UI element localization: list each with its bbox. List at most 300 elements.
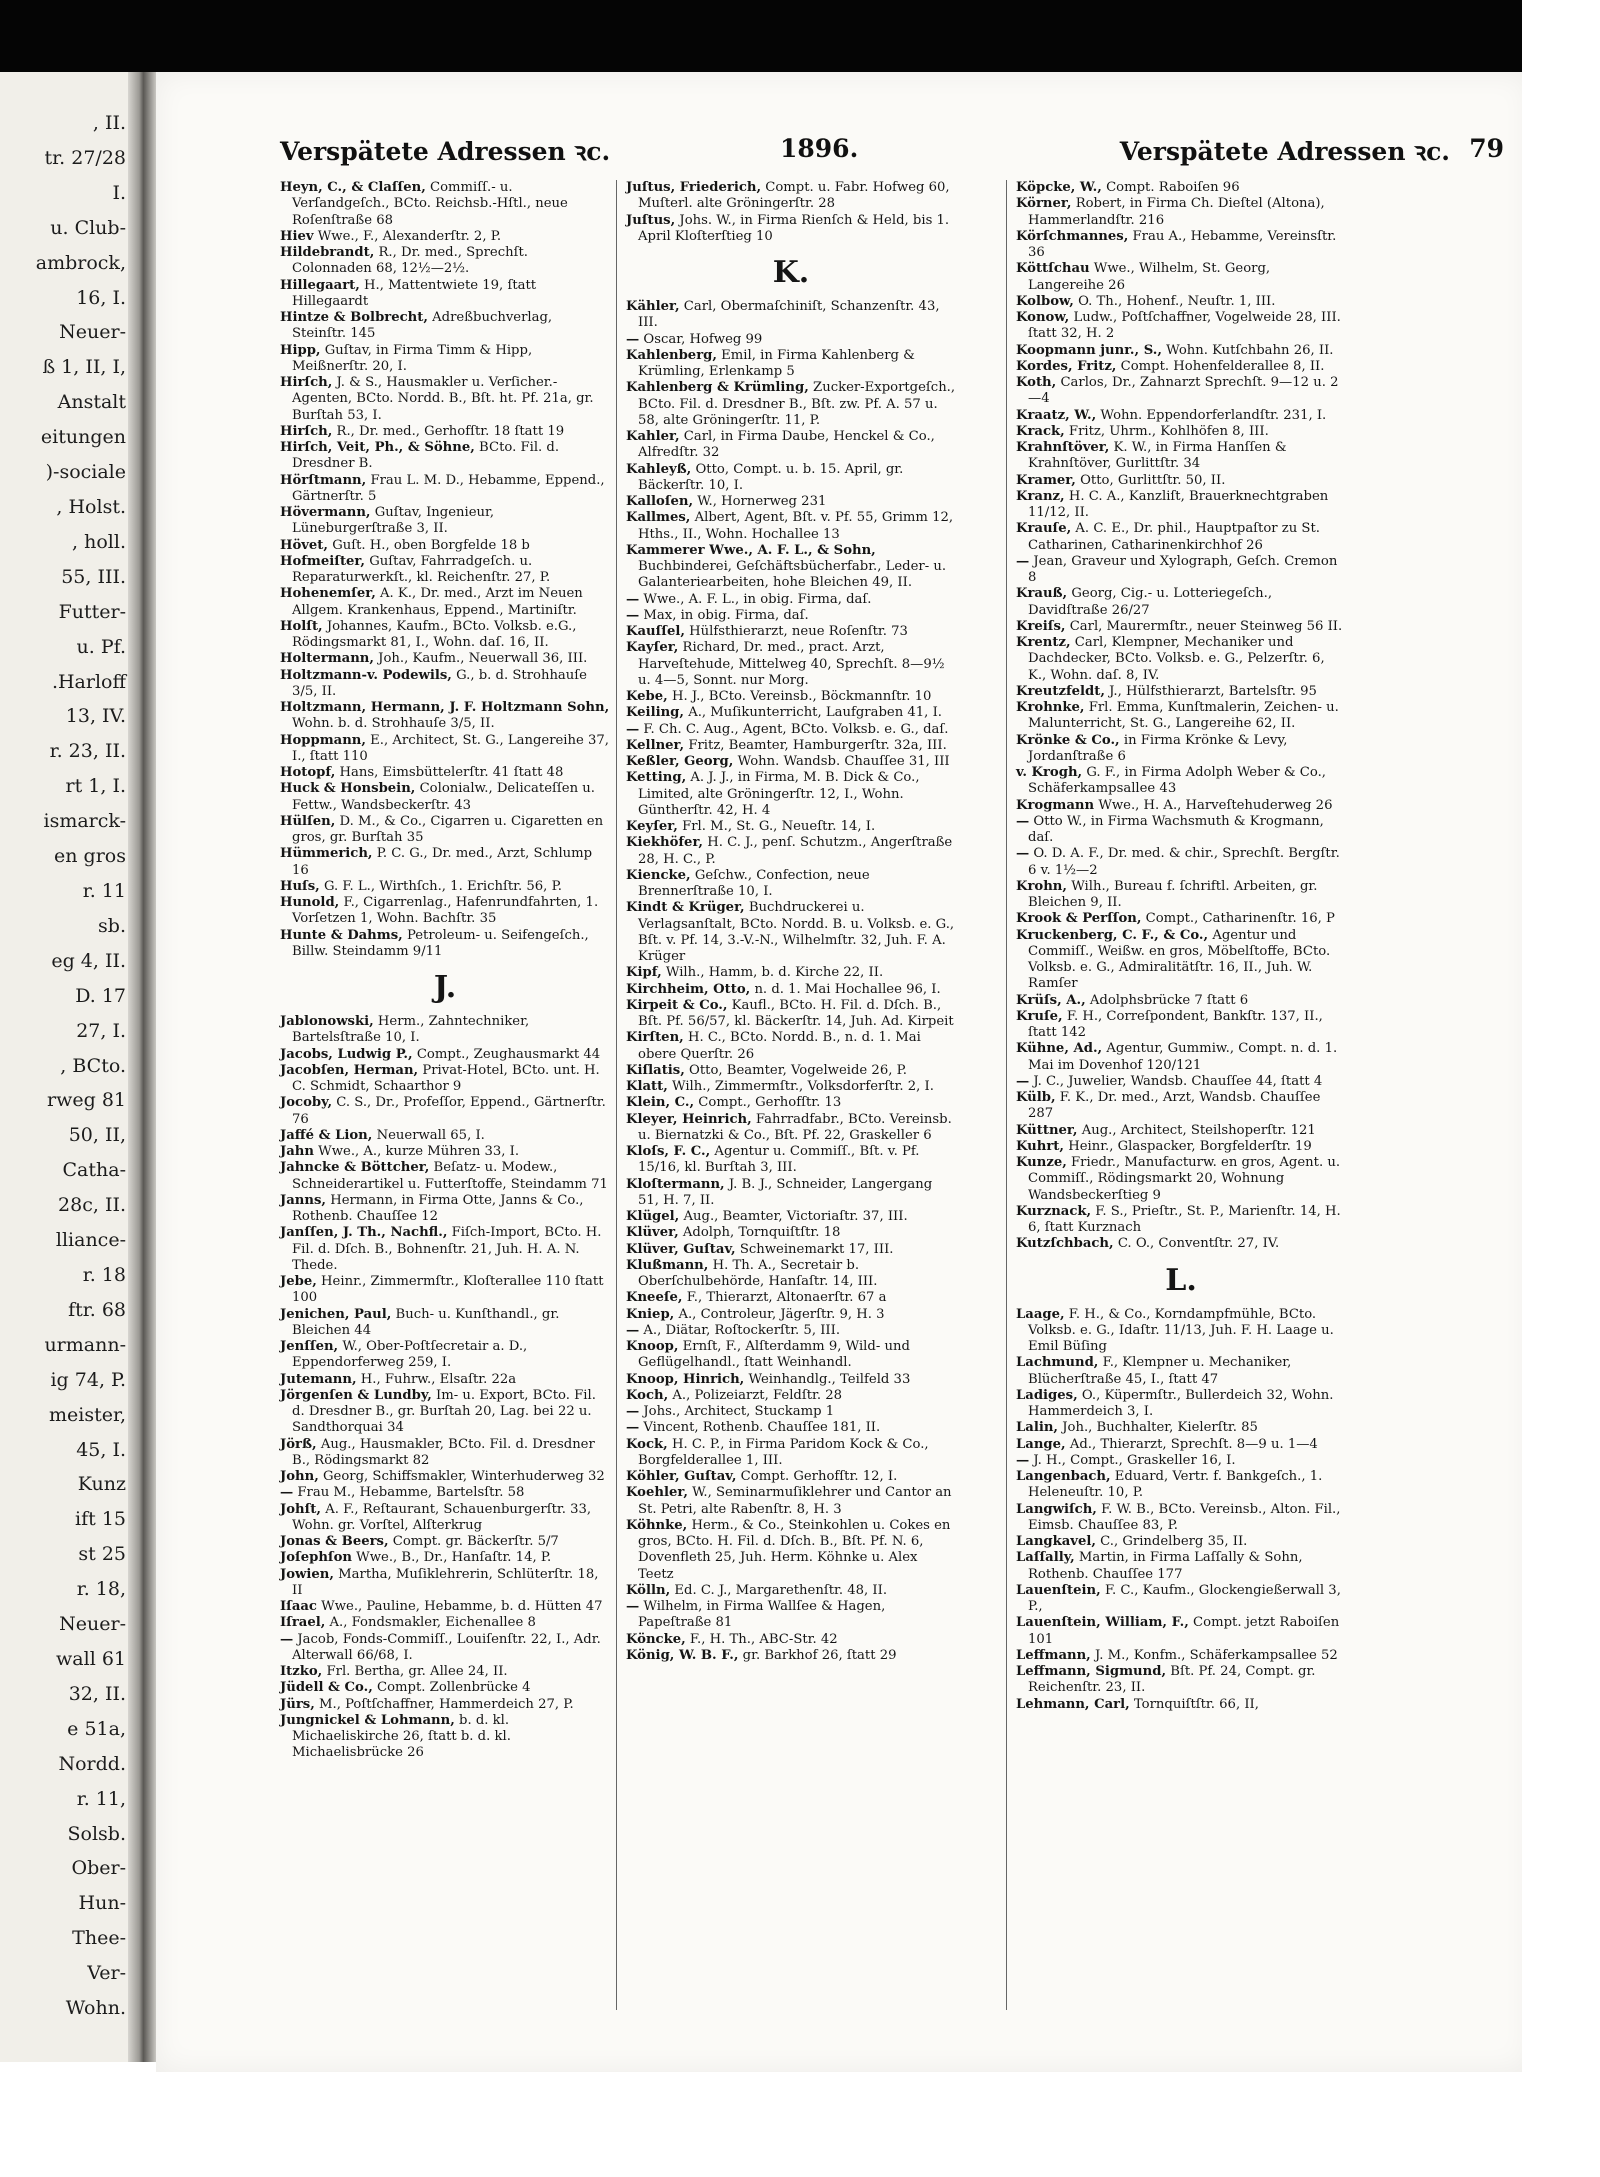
entry-details: Robert, in Firma Ch. Dieſtel (Altona), Hammerlandſtr. 216 (1028, 196, 1325, 228)
directory-entry (626, 965, 956, 981)
entry-name: König, W. B. F., (626, 1647, 739, 1663)
entry-details: Guſtav, in Firma Timm & Hipp, Meißnerſtr. 20, I. (292, 342, 533, 374)
directory-entry (626, 900, 956, 965)
prev-page-text-fragment: Kunz (77, 1473, 126, 1495)
entry-details: Heinr., Glaspacker, Borgfelderſtr. 19 (1068, 1138, 1312, 1154)
entry-name: Kuhrt, (1016, 1138, 1064, 1154)
directory-entry (280, 1550, 610, 1566)
entry-name: Hövet, (280, 537, 328, 553)
entry-name: Lange, (1016, 1436, 1066, 1452)
directory-entry (1016, 1453, 1346, 1469)
directory-entry (1016, 1236, 1346, 1252)
entry-name: Jebe, (280, 1274, 317, 1289)
entry-name: Ketting, (626, 770, 687, 786)
prev-page-text-fragment: u. Pf. (76, 636, 126, 658)
entry-name: Hotopf, (280, 765, 336, 780)
entry-details: Wwe., H. A., Harveſtehuderweg 26 (1098, 797, 1333, 813)
entry-name: — (1016, 846, 1030, 862)
directory-entry (280, 310, 610, 343)
directory-entry (626, 624, 956, 640)
entry-details: Vincent, Rothenb. Chauſſee 181, II. (643, 1420, 881, 1436)
prev-page-text-fragment: r. 11, (76, 1788, 126, 1810)
entry-details: Adolph, Tornquiſtſtr. 18 (682, 1225, 841, 1241)
entry-name: Lalin, (1016, 1420, 1059, 1436)
entry-details: Guſt. H., oben Borgfelde 18 b (332, 537, 530, 553)
entry-name: Knoop, (626, 1339, 679, 1354)
column-1 (280, 180, 610, 1762)
directory-entry (1016, 343, 1346, 359)
prev-page-text-fragment: Solsb. (67, 1823, 126, 1845)
entry-details: H. C. P., in Firma Paridom Kock & Co., Borgfelderallee 1, III. (638, 1436, 929, 1468)
prev-page-text-fragment: st 25 (78, 1543, 126, 1565)
entry-details: A., Muſikunterricht, Laufgraben 41, I. (688, 705, 942, 721)
entry-name: Knoop, Hinrich, (626, 1371, 745, 1387)
entry-details: Buchbinderei, Geſchäftsbücherfabr., Leder- u. Galanteriearbeiten, hohe Bleichen 49, II. (638, 559, 947, 591)
entry-details: Heinr., Zimmermſtr., Kloſterallee 110 ſtatt 100 (292, 1274, 604, 1306)
entry-name: Jahn (280, 1144, 314, 1159)
running-head-right: Verspätete Adressen ꝛc. (1119, 137, 1450, 166)
entry-details: J. H., Compt., Graskeller 16, I. (1033, 1452, 1236, 1468)
entry-name: Koopmann junr., S., (1016, 342, 1162, 358)
directory-entry (626, 299, 956, 332)
entry-name: Köttſchau (1016, 261, 1090, 277)
entry-details: Fahrradfabr., BCto. Vereinsb. u. Biernatzki & Co., Bſt. Pf. 22, Graskeller 6 (638, 1111, 952, 1143)
entry-details: Tornquiſtſtr. 66, II, (1133, 1696, 1259, 1712)
entry-name: Jowien, (280, 1566, 334, 1582)
prev-page-text-fragment: Neuer- (59, 321, 126, 343)
directory-entry (280, 440, 610, 473)
directory-entry (1016, 489, 1346, 522)
entry-details: Frl. Emma, Kunſtmalerin, Zeichen- u. Malunterricht, St. G., Langereihe 62, II. (1028, 700, 1339, 732)
entry-details: J. C., Juwelier, Wandsb. Chauſſee 44, ſtatt 4 (1033, 1073, 1323, 1089)
entry-name: Krahnſtöver, (1016, 440, 1110, 455)
entry-details: Schweinemarkt 17, III. (739, 1241, 894, 1257)
entry-details: Hermann, in Firma Otte, Janns & Co., Rothenb. Chauſſee 12 (292, 1192, 584, 1224)
entry-name: Juſtus, Friederich, (626, 180, 762, 195)
entry-details: W., Ober-Poſtſecretair a. D., Eppendorferweg 259, I. (292, 1339, 528, 1371)
prev-page-text-fragment: ift 15 (75, 1508, 126, 1530)
entry-details: Buch- u. Kunſthandl., gr. Bleichen 44 (292, 1306, 560, 1338)
entry-name: — (1016, 1452, 1030, 1468)
entry-name: Jörß, (280, 1436, 317, 1452)
entry-details: Wohn. Eppendorferlandſtr. 231, I. (1100, 407, 1327, 423)
entry-name: Krohn, (1016, 878, 1067, 894)
entry-name: Jenſſen, (280, 1339, 339, 1354)
directory-entry (280, 846, 610, 879)
entry-details: Jean, Graveur und Xylograph, Geſch. Cremon 8 (1028, 553, 1338, 585)
directory-entry (1016, 1123, 1346, 1139)
prev-page-text-fragment: Hun- (78, 1892, 126, 1914)
entry-name: Kiencke, (626, 867, 691, 883)
directory-entry (280, 1599, 610, 1615)
entry-name: — (280, 1485, 294, 1501)
entry-name: Hofmeiſter, (280, 553, 366, 569)
entry-details: Frau M., Hebamme, Bartelsſtr. 58 (297, 1485, 525, 1501)
prev-page-text-fragment: 50, II, (68, 1124, 126, 1146)
prev-page-text-fragment: tr. 27/28 (44, 147, 126, 169)
entry-details: R., Dr. med., Sprechſt. Colonnaden 68, 12½—2½. (292, 245, 528, 277)
entry-details: Oscar, Hofweg 99 (643, 331, 763, 347)
directory-entry (280, 343, 610, 376)
directory-entry (1016, 1388, 1346, 1421)
entry-name: Kutzſchbach, (1016, 1236, 1114, 1252)
entry-name: Leffmann, Sigmund, (1016, 1664, 1167, 1679)
entry-name: Köhler, Guſtav, (626, 1469, 737, 1484)
prev-page-text-fragment: Wohn. (65, 1997, 126, 2019)
entry-details: Hans, Eimsbüttelerſtr. 41 ſtatt 48 (339, 765, 564, 780)
entry-name: — (1016, 553, 1030, 569)
entry-name: Hümmerich, (280, 846, 373, 862)
entry-name: Kebe, (626, 689, 668, 704)
entry-details: Martha, Muſiklehrerin, Schlüterſtr. 18, II (292, 1566, 599, 1598)
directory-entry (280, 505, 610, 538)
entry-name: Külb, (1016, 1090, 1056, 1105)
directory-entry (1016, 635, 1346, 684)
entry-details: Geſchw., Confection, neue Brennerſtraße 10, I. (638, 867, 870, 899)
entry-details: Wilh., Hamm, b. d. Kirche 22, II. (665, 965, 884, 981)
prev-page-text-fragment: rweg 81 (47, 1089, 126, 1111)
prev-page-text-fragment: ambrock, (35, 252, 126, 274)
entry-details: Joh., Buchhalter, Kielerſtr. 85 (1062, 1420, 1258, 1436)
directory-entry (626, 213, 956, 246)
directory-entry (280, 1485, 610, 1501)
entry-details: Wilhelm, in Firma Wallſee & Hagen, Papeſtraße 81 (638, 1599, 886, 1631)
directory-entry (626, 1339, 956, 1372)
directory-entry (626, 868, 956, 901)
entry-name: Kramer, (1016, 472, 1076, 488)
entry-details: D. M., & Co., Cigarren u. Cigaretten en gros, gr. Burſtah 35 (292, 813, 604, 845)
entry-name: Kloſs, F. C., (626, 1144, 711, 1159)
entry-name: Kahleyß, (626, 461, 692, 477)
directory-entry (280, 1697, 610, 1713)
column-2 (626, 180, 956, 1664)
directory-entry (280, 554, 610, 587)
directory-entry (280, 765, 610, 781)
entry-details: A., Diätar, Roſtockerſtr. 5, III. (643, 1322, 841, 1338)
prev-page-text-fragment: , holl. (72, 531, 126, 553)
entry-name: Küttner, (1016, 1122, 1078, 1138)
entry-details: J. & S., Hausmakler u. Verſicher.-Agenten, BCto. Nordd. B., Bſt. ht. Pf. 21a, gr. Burſtah 53, I. (292, 375, 594, 423)
entry-details: O. Th., Hohenf., Neuſtr. 1, III. (1078, 293, 1276, 309)
entry-details: Wilh., Bureau f. ſchriftl. Arbeiten, gr. Bleichen 9, II. (1028, 878, 1318, 910)
directory-entry (1016, 1420, 1346, 1436)
entry-details: Joh., Kaufm., Neuerwall 36, III. (378, 651, 588, 667)
entry-name: Keßler, Georg, (626, 754, 734, 769)
directory-entry (626, 1599, 956, 1632)
entry-details: Frau L. M. D., Hebamme, Eppend., Gärtnerſtr. 5 (292, 472, 605, 504)
directory-entry (1016, 619, 1346, 635)
directory-entry (280, 733, 610, 766)
entry-name: Krook & Perſſon, (1016, 911, 1142, 927)
entry-name: Kahlenberg & Krümling, (626, 380, 809, 396)
entry-details: A., Controleur, Jägerſtr. 9, H. 3 (678, 1306, 885, 1322)
directory-entry (280, 1339, 610, 1372)
entry-name: Kahlenberg, (626, 347, 717, 363)
entry-details: O., Küpermſtr., Bullerdeich 32, Wohn. Hammerdeich 3, I. (1028, 1387, 1334, 1419)
entry-name: Kruckenberg, C. F., & Co., (1016, 927, 1209, 943)
entry-details: Wohn. b. d. Strohhauſe 3/5, II. (292, 716, 495, 732)
entry-name: Kahler, (626, 429, 680, 444)
entry-name: Kreutzfeldt, (1016, 683, 1105, 699)
scan-right-margin (1522, 0, 1600, 2177)
directory-entry (626, 640, 956, 689)
entry-name: Lauenſtein, (1016, 1582, 1101, 1598)
entry-details: Hülfsthierarzt, neue Roſenſtr. 73 (689, 624, 908, 639)
entry-name: Joſephſon (280, 1550, 352, 1566)
entry-details: H. J., BCto. Vereinsb., Böckmannſtr. 10 (671, 689, 932, 704)
entry-details: H., Mattentwiete 19, ſtatt Hillegaardt (292, 277, 537, 309)
prev-page-text-fragment: D. 17 (75, 985, 126, 1007)
entry-details: Colonialw., Delicateſſen u. Fettw., Wandsbeckerſtr. 43 (292, 781, 595, 813)
entry-details: E., Architect, St. G., Langereihe 37, I., ſtatt 110 (292, 732, 609, 764)
prev-page-text-fragment: , BCto. (60, 1055, 126, 1077)
entry-name: Hohenemſer, (280, 586, 376, 602)
entry-name: Kurznack, (1016, 1203, 1092, 1219)
entry-name: Lauenſtein, William, F., (1016, 1615, 1189, 1631)
entry-name: Jacobs, Ludwig P., (280, 1046, 413, 1062)
entry-name: Krüſs, A., (1016, 992, 1086, 1008)
entry-details: Ernſt, F., Alſterdamm 9, Wild- und Geflügelhandl., ſtatt Weinhandl. (638, 1339, 910, 1371)
prev-page-text-fragment: Ober- (71, 1857, 126, 1879)
entry-name: Hipp, (280, 342, 321, 358)
prev-page-text-fragment: meister, (48, 1404, 126, 1426)
entry-name: Kordes, Fritz, (1016, 358, 1117, 374)
prev-page-text-fragment: ftr. 68 (68, 1299, 126, 1321)
directory-entry (626, 1095, 956, 1111)
directory-entry (626, 1258, 956, 1291)
directory-entry (1016, 1664, 1346, 1697)
directory-entry (626, 1437, 956, 1470)
section-letter: J. (433, 970, 457, 1005)
entry-name: Keiling, (626, 705, 684, 721)
prev-page-text-fragment: urmann- (44, 1334, 126, 1356)
entry-details: G. F. L., Wirthſch., 1. Erichſtr. 56, P. (323, 878, 562, 894)
year-heading: 1896. (780, 134, 859, 163)
directory-entry (280, 1160, 610, 1193)
column-3 (1016, 180, 1346, 1713)
prev-page-text-fragment: , II. (92, 112, 126, 134)
entry-details: Ad., Thierarzt, Sprechſt. 8—9 u. 1—4 (1069, 1436, 1318, 1452)
directory-entry (626, 1388, 956, 1404)
entry-name: Krohnke, (1016, 700, 1085, 715)
directory-entry (1016, 1307, 1346, 1356)
prev-page-text-fragment: Nordd. (58, 1753, 126, 1775)
directory-entry (626, 1177, 956, 1210)
entry-name: Hildebrandt, (280, 245, 375, 260)
entry-details: Compt. Zollenbrücke 4 (377, 1680, 531, 1696)
entry-name: Kammerer Wwe., A. F. L., & Sohn, (626, 542, 876, 558)
entry-details: Aug., Beamter, Victoriaſtr. 37, III. (683, 1209, 908, 1224)
entry-details: Zucker-Exportgeſch., BCto. Fil. d. Dresdner B., Bſt. zw. Pf. A. 57 u. 58, alte Gröningerſtr. 11, P. (638, 380, 956, 428)
entry-name: Hillegaart, (280, 277, 360, 293)
entry-name: — (626, 721, 640, 737)
entry-details: Ludw., Poſtſchaffner, Vogelweide 28, III. ſtatt 32, H. 2 (1028, 310, 1341, 342)
entry-name: Laage, (1016, 1306, 1065, 1322)
directory-entry (1016, 700, 1346, 733)
entry-details: A. J. J., in Firma, M. B. Dick & Co., Limited, alte Gröningerſtr. 12, I., Wohn. Güntherſtr. 42, H. 4 (638, 770, 920, 818)
entry-details: Emil, in Firma Kahlenberg & Krümling, Erlenkamp 5 (638, 347, 915, 379)
directory-entry (280, 1680, 610, 1696)
entry-name: Hirſch, Veit, Ph., & Söhne, (280, 440, 475, 455)
entry-details: C. O., Conventſtr. 27, IV. (1117, 1236, 1280, 1252)
directory-page (156, 72, 1530, 2072)
entry-name: Koth, (1016, 375, 1057, 390)
directory-entry (1016, 294, 1346, 310)
entry-name: Jürs, (280, 1696, 315, 1712)
entry-details: Compt. Raboiſen 96 (1106, 180, 1240, 195)
entry-name: — (626, 331, 640, 347)
entry-name: Holſt, (280, 618, 323, 634)
prev-page-text-fragment: en gros (54, 845, 126, 867)
directory-entry (280, 375, 610, 424)
entry-name: Hirſch, (280, 375, 333, 390)
directory-entry (1016, 1204, 1346, 1237)
entry-details: Johannes, Kaufm., BCto. Volksb. e.G., Rödingsmarkt 81, I., Wohn. daſ. 16, II. (292, 618, 577, 650)
directory-entry (280, 781, 610, 814)
directory-entry (626, 180, 956, 213)
entry-name: Langkavel, (1016, 1534, 1096, 1549)
entry-details: Compt. Gerhofſtr. 12, I. (740, 1469, 898, 1484)
directory-entry (626, 998, 956, 1031)
directory-entry (626, 1323, 956, 1339)
directory-entry (626, 1583, 956, 1599)
entry-details: Max, in obig. Firma, daſ. (643, 607, 809, 623)
entry-details: Guſtav, Ingenieur, Lüneburgerſtraße 3, II. (292, 505, 495, 537)
prev-page-text-fragment: 28c, II. (58, 1194, 126, 1216)
directory-entry (626, 332, 956, 348)
entry-name: Koehler, (626, 1485, 688, 1501)
directory-entry (626, 705, 956, 721)
entry-details: BCto. Fil. d. Dresdner B. (292, 440, 560, 472)
directory-entry (1016, 684, 1346, 700)
entry-details: Jacob, Fonds-Commiſſ., Louiſenſtr. 22, I., Adr. Alterwall 66/68, I. (292, 1631, 601, 1663)
entry-name: Holtermann, (280, 651, 374, 667)
directory-entry (1016, 1437, 1346, 1453)
directory-entry (1016, 879, 1346, 912)
directory-entry (280, 278, 610, 311)
directory-entry (280, 814, 610, 847)
directory-entry (1016, 1074, 1346, 1090)
entry-details: G., b. d. Strohhauſe 3/5, II. (292, 667, 587, 699)
directory-entry (280, 668, 610, 701)
entry-details: R., Dr. med., Gerhofſtr. 18 ſtatt 19 (336, 423, 565, 439)
prev-page-text-fragment: .Harloff (51, 671, 126, 693)
prev-page-text-fragment: u. Club- (50, 217, 126, 239)
entry-name: Klüver, Guſtav, (626, 1241, 736, 1257)
prev-page-text-fragment: r. 23, II. (49, 740, 126, 762)
entry-details: Beſatz- u. Modew., Schneiderartikel u. Futterſtoffe, Steindamm 71 (292, 1160, 608, 1192)
directory-entry (626, 722, 956, 738)
entry-name: — (1016, 813, 1030, 829)
entry-name: Kellner, (626, 737, 685, 753)
entry-name: Kranz, (1016, 488, 1065, 504)
entry-name: Klüver, (626, 1225, 679, 1241)
entry-details: J. B. J., Schneider, Langergang 51, H. 7, II. (638, 1176, 933, 1208)
entry-name: — (626, 1599, 640, 1614)
entry-name: Köpcke, W., (1016, 180, 1102, 195)
directory-entry (626, 380, 956, 429)
directory-entry (280, 928, 610, 961)
entry-details: Wwe., Pauline, Hebamme, b. d. Hütten 47 (321, 1599, 603, 1614)
directory-entry (626, 543, 956, 592)
entry-name: Iſaac (280, 1599, 317, 1614)
entry-details: Johs. W., in Firma Rienſch & Held, bis 1. April Kloſterſtieg 10 (638, 212, 950, 244)
entry-details: Otto, Beamter, Vogelweide 26, P. (689, 1062, 907, 1078)
prev-page-text-fragment: 45, I. (76, 1439, 126, 1461)
directory-entry (626, 1209, 956, 1225)
entry-name: Kraatz, W., (1016, 407, 1097, 423)
entry-details: Martin, in Firma Laſſally & Sohn, Rothenb. Chauſſee 177 (1028, 1550, 1303, 1582)
entry-details: Friedr., Manufacturw. en gros, Agent. u. Commiſſ., Rödingsmarkt 20, Wohnung Wandsbeckerſtieg 9 (1028, 1155, 1341, 1203)
entry-details: F. W. B., BCto. Vereinsb., Alton. Fil., Eimsb. Chauſſee 83, P. (1028, 1501, 1341, 1533)
entry-details: F. S., Prieſtr., St. P., Marienſtr. 14, H. 6, ſtatt Kurznach (1028, 1203, 1341, 1235)
directory-entry (280, 1534, 610, 1550)
prev-page-text-fragment: Neuer- (59, 1613, 126, 1635)
directory-entry (1016, 310, 1346, 343)
directory-entry (1016, 196, 1346, 229)
entry-details: Compt., Catharinenſtr. 16, P (1145, 911, 1335, 927)
directory-entry (1016, 1155, 1346, 1204)
entry-details: H. Th. A., Secretair b. Oberſchulbehörde, Hanſaſtr. 14, III. (638, 1257, 878, 1289)
entry-name: Johſt, (280, 1501, 321, 1517)
entry-name: Jenichen, Paul, (280, 1306, 392, 1322)
entry-details: Otto, Gurlittſtr. 50, II. (1080, 472, 1226, 488)
prev-page-text-fragment: sb. (98, 915, 126, 937)
entry-details: Agentur und Commiſſ., Weißw. en gros, Möbelſtoffe, BCto. Volksb. e. G., Admiralitätſtr. 16, II., Juh. W. Ramſer (1028, 927, 1331, 992)
directory-entry (626, 1144, 956, 1177)
entry-name: Köhnke, (626, 1517, 688, 1533)
directory-entry (280, 651, 610, 667)
entry-name: Jüdell & Co., (280, 1680, 373, 1696)
directory-entry (1016, 1534, 1346, 1550)
directory-entry (1016, 911, 1346, 927)
entry-name: Keyſer, (626, 819, 678, 834)
prev-page-text-fragment: 16, I. (76, 287, 126, 309)
entry-details: Carl, Obermaſchiniſt, Schanzenſtr. 43, III. (638, 299, 940, 331)
directory-entry (280, 424, 610, 440)
directory-entry (626, 462, 956, 495)
prev-page-text-fragment: wall 61 (56, 1648, 126, 1670)
entry-name: Kalloſen, (626, 494, 694, 509)
entry-details: Adolphsbrücke 7 ſtatt 6 (1089, 992, 1249, 1008)
entry-name: Krauſe, (1016, 521, 1072, 537)
directory-entry (1016, 814, 1346, 847)
entry-name: Kauſſel, (626, 624, 685, 639)
directory-entry (626, 1518, 956, 1583)
entry-details: Aug., Hausmakler, BCto. Fil. d. Dresdner B., Rödingsmarkt 82 (292, 1436, 595, 1468)
directory-entry (1016, 359, 1346, 375)
directory-entry (280, 1128, 610, 1144)
directory-entry (280, 1307, 610, 1340)
entry-name: Klatt, (626, 1079, 668, 1094)
directory-entry (280, 1632, 610, 1665)
entry-name: Kirpeit & Co., (626, 997, 728, 1013)
directory-entry (1016, 180, 1346, 196)
entry-details: n. d. 1. Mai Hochallee 96, I. (754, 981, 941, 997)
prev-page-text-fragment: , Holst. (56, 496, 126, 518)
entry-name: Kähler, (626, 299, 680, 314)
entry-name: Hintze & Bolbrecht, (280, 310, 428, 325)
directory-entry (280, 1664, 610, 1680)
entry-details: Eduard, Vertr. f. Bankgeſch., 1. Heleneuſtr. 10, P. (1028, 1469, 1323, 1501)
directory-entry (280, 1193, 610, 1226)
entry-details: Fiſch-Import, BCto. H. Fil. d. Dſch. B., Bohnenſtr. 21, Juh. H. A. N. Thede. (292, 1225, 602, 1273)
page-number: 79 (1469, 134, 1504, 163)
entry-details: Otto, Compt. u. b. 15. April, gr. Bäckerſtr. 10, I. (638, 461, 904, 493)
entry-details: Petroleum- u. Seifengeſch., Billw. Steindamm 9/11 (292, 927, 589, 959)
prev-page-text-fragment: ismarck- (43, 810, 126, 832)
entry-details: Neuerwall 65, I. (376, 1127, 485, 1143)
